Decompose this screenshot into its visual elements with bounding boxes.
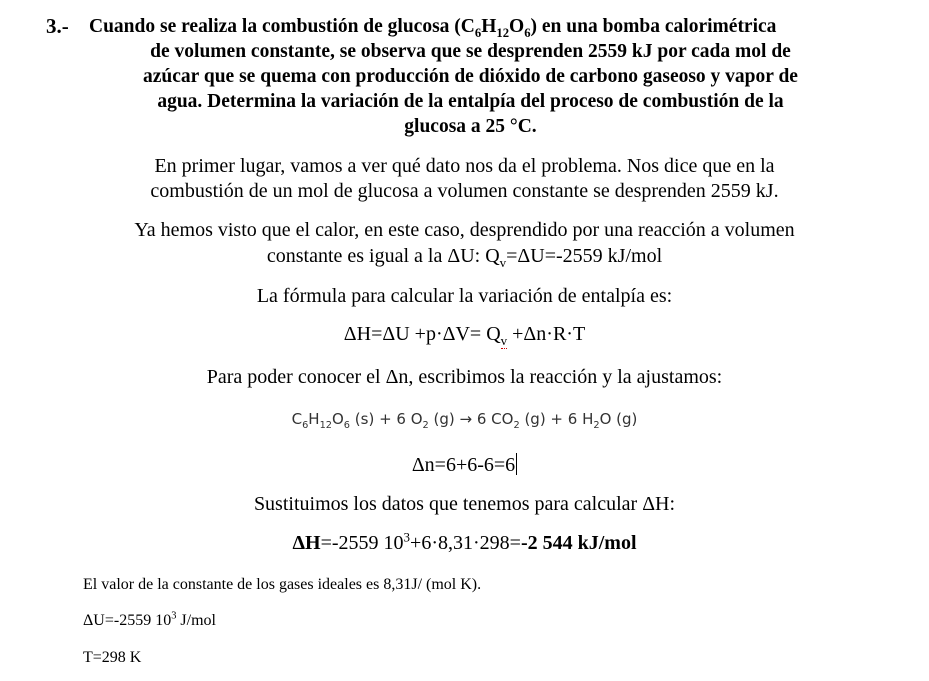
paragraph-1-line-1: En primer lugar, vamos a ver qué dato nos da el problema. Nos dice que en la xyxy=(154,155,775,177)
question-line-2: de volumen constante, se observa que se desprenden 2559 kJ por cada mol de xyxy=(150,41,791,62)
result-equation: ΔH=-2559 $10^3+6\cdot 8,31\cdot 298=-2$ 544 kJ/mol xyxy=(292,529,637,554)
question-line-4: agua. Determina la variación de la entalpía del proceso de combustión de la xyxy=(157,91,784,112)
delta-n-equation: Δn=6+6-6=6 xyxy=(411,454,516,476)
question-line-3: azúcar que se quema con producción de dióxido de carbono gaseoso y vapor de xyxy=(143,66,798,87)
question-number: 3.- xyxy=(46,14,69,38)
reaction-equation: $C_6H_{12}O_6$ (s) + 6 $O_2$ (g) → 6 $CO_2$ (g) + 6 $H_2O$ (g) xyxy=(291,410,638,431)
paragraph-2-line-1: Ya hemos visto que el calor, en este caso, desprendido por una reacción a volumen xyxy=(134,219,795,241)
enthalpy-formula: $\Delta H=\Delta U +p\cdot\Delta V= Q_v +\Delta n\cdot R\cdot T$ xyxy=(343,323,586,348)
paragraph-1-line-2: combustión de un mol de glucosa a volumen constante se desprenden 2559 kJ. xyxy=(150,180,779,202)
note-gas-constant: El valor de la constante de los gases ideales es 8,31J/ (mol K). xyxy=(83,576,482,593)
paragraph-4: Para poder conocer el Δn, escribimos la reacción y la ajustamos: xyxy=(206,366,723,388)
text-cursor xyxy=(516,453,517,475)
note-delta-u: ΔU=-2559 $10^3$ J/mol xyxy=(83,610,216,629)
paragraph-2-line-2: constante es igual a la ΔU: $Q_v=\Delta U=-2559$ kJ/mol xyxy=(266,245,663,270)
question-line-1: Cuando se realiza la combustión de glucosa $(C_6H_{12}O_6)$ en una bomba calorimétrica xyxy=(89,16,777,40)
question-line-5: glucosa a 25 °C. xyxy=(404,116,537,137)
paragraph-5: Sustituimos los datos que tenemos para calcular ΔH: xyxy=(253,493,676,515)
paragraph-3: La fórmula para calcular la variación de entalpía es: xyxy=(256,285,673,307)
note-temperature: T=298 K xyxy=(83,649,142,666)
